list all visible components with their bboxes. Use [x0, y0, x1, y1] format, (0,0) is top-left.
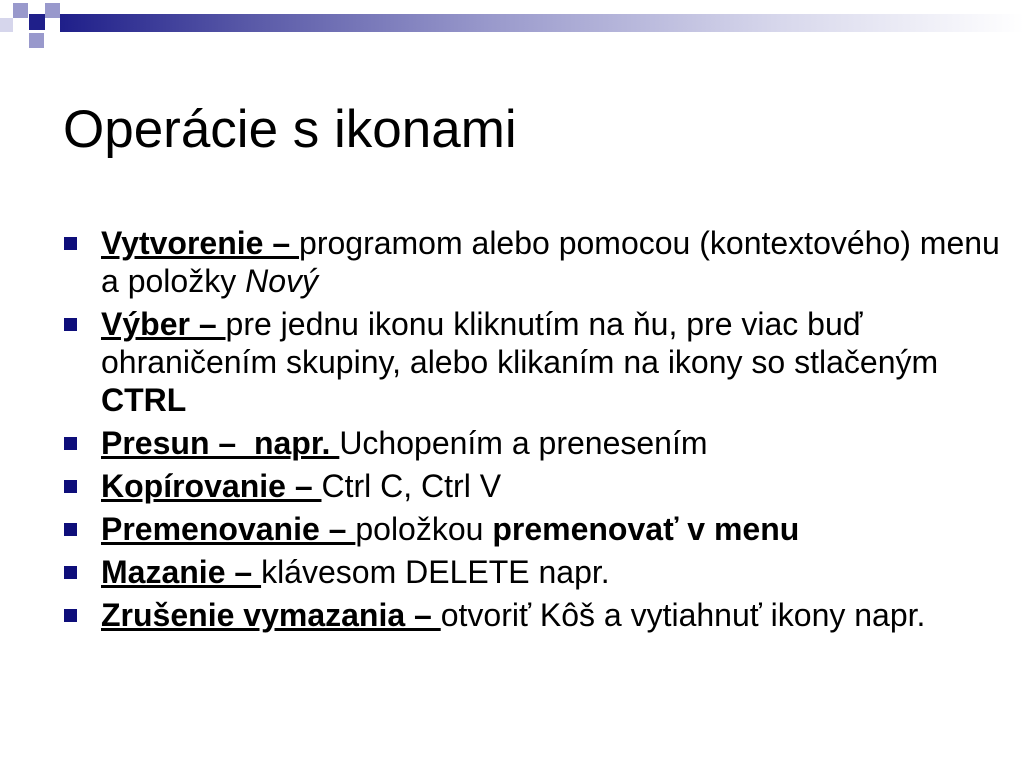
bullet-item-zrusenie: [0, 596, 1000, 634]
bullet-term: Presun – napr.: [101, 425, 340, 461]
bullet-text: položkou: [355, 511, 493, 547]
bullet-strong: CTRL: [101, 382, 187, 418]
bullet-item-mazanie: [0, 553, 1000, 591]
decor-square: [29, 14, 45, 30]
bullet-text: programom alebo pomocou (kontextového) menu a položky: [101, 225, 1000, 299]
bullet-term: Vytvorenie –: [101, 225, 300, 261]
bullet-text: otvoriť Kôš a vytiahnuť ikony napr.: [440, 597, 926, 633]
bullet-item-presun: [0, 424, 1000, 462]
bullet-item-kopirovanie: [0, 467, 1000, 505]
bullet-term: Kopírovanie –: [101, 468, 322, 504]
gradient-bar: [60, 14, 1024, 32]
bullet-square-icon: [64, 437, 77, 450]
slide-title: Operácie s ikonami: [63, 100, 517, 159]
bullet-square-icon: [64, 480, 77, 493]
bullet-term: Premenovanie –: [101, 511, 356, 547]
bullet-item-vytvorenie: [0, 224, 1000, 300]
bullet-text: klávesom DELETE napr.: [261, 554, 610, 590]
bullet-item-premenovanie: [0, 510, 1000, 548]
bullet-item-vyber: [0, 305, 1000, 419]
bullet-square-icon: [64, 523, 77, 536]
bullet-text: Ctrl C, Ctrl V: [321, 468, 502, 504]
bullet-text: pre jednu ikonu kliknutím na ňu, pre viac buď ohraničením skupiny, alebo klikaním na ikony so stlačeným: [101, 306, 939, 380]
decor-square: [29, 33, 44, 48]
decor-square: [13, 3, 28, 18]
bullet-square-icon: [64, 609, 77, 622]
decor-square: [45, 20, 58, 33]
decor-square: [45, 3, 60, 18]
bullet-term: Zrušenie vymazania –: [101, 597, 441, 633]
bullet-square-icon: [64, 237, 77, 250]
bullet-term: Mazanie –: [101, 554, 262, 590]
bullet-list: [0, 224, 1000, 639]
bullet-text: Uchopením a prenesením: [339, 425, 708, 461]
bullet-square-icon: [64, 318, 77, 331]
bullet-square-icon: [64, 566, 77, 579]
bullet-term: Výber –: [101, 306, 226, 342]
bullet-strong: premenovať v menu: [492, 511, 800, 547]
decor-square: [0, 18, 13, 32]
bullet-emphasis: Nový: [245, 263, 318, 299]
